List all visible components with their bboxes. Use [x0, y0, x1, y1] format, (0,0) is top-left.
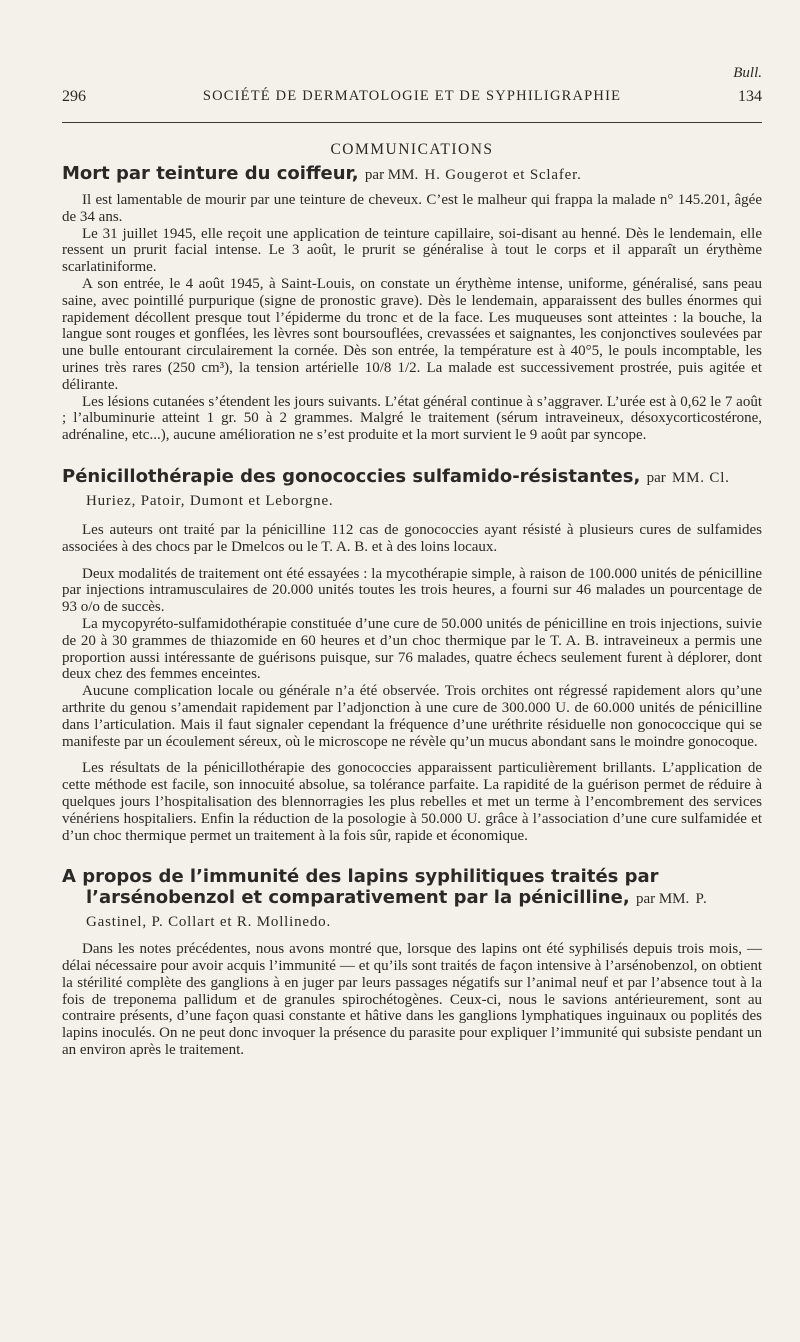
page-number-right: 134 — [738, 88, 762, 105]
article-3-paragraph-1: Dans les notes précédentes, nous avons montré que, lorsque des lapins ont été syphilisés depuis trois mois, — délai nécessaire pour avoir acquis l’immunité — et qu’ils sont traités de façon intensive à l’arsénobenzol, on obtient la stérilité complète des ganglions à en juger par leurs passages négatifs sur l’animal neuf et par l’absence tout à la fois de treponema pallidum et de granules spirochétogènes. Ceux-ci, nous le savions antérieurement, sont au contraire présents, d’une façon quasi constante et hâtive dans les ganglions lymphatiques inguinaux ou poplités des lapins inoculés. On ne peut donc invoquer la présence du parasite pour expliquer l’immunité qui subsiste pendant un an environ après le traitement. — [62, 941, 762, 1059]
article-3-title: A propos de l’immunité des lapins syphilitiques traités par l’arsénobenzol et comparativement par la pénicilline, — [62, 866, 659, 909]
article-1-paragraph-4: Les lésions cutanées s’étendent les jours suivants. L’état général continue à s’aggraver. L’urée est à 0,62 le 7 août ; l’albuminurie atteint 1 gr. 50 à 2 grammes. Malgré le traitement (sérum intraveineux, désoxycorticostérone, adrénaline, etc...), aucune amélioration ne s’est produite et la mort survient le 9 août par syncope. — [62, 393, 762, 444]
article-2-paragraph-4: Aucune complication locale ou générale n’a été observée. Trois orchites ont régressé rapidement alors qu’une arthrite du genou s’amendait rapidement par l’adjonction à une cure de 300.000 U. de 60.000 unités de pénicilline dans l’articulation. Mais il faut signaler cependant la fréquence d’une uréthrite résiduelle non gonococcique qui se manifeste par un écoulement séreux, où le microscope ne révèle qu’un mucus abondant sans le moindre gonocoque. — [62, 683, 762, 750]
article-1-paragraph-3: A son entrée, le 4 août 1945, à Saint-Louis, on constate un érythème intense, uniforme, généralisé, sans peau saine, avec pointillé purpurique (signe de pronostic grave). Dès le lendemain, apparaissent des bulles énormes qui rapidement décollent presque tout l’épiderme du tronc et de la face. Les muqueuses sont atteintes : la bouche, la langue sont rouges et gonflées, les lèvres sont boursouflées, crevassées et saignantes, les conjonctives soulevées par une bulle entourant circulairement la cornée. Dès son entrée, la température est à 40°5, le pouls incomptable, les urines très rares (250 cm³), la tension artérielle 10/8 1/2. La malade est successivement prostrée, puis agitée et délirante. — [62, 275, 762, 393]
article-2-title: Pénicillothérapie des gonococcies sulfamido-résistantes, — [62, 465, 641, 487]
article-3-heading — [62, 866, 762, 933]
article-2-authors: MM. Cl. Huriez, Patoir, Dumont et Leborgne. — [86, 469, 730, 509]
article-2 — [62, 466, 762, 844]
article-1-by: par MM. — [364, 167, 419, 183]
article-1-paragraph-1: Il est lamentable de mourir par une teinture de cheveux. C’est le malheur qui frappa la malade n° 145.201, âgée de 34 ans. — [62, 192, 762, 225]
header-rule — [62, 122, 762, 123]
running-title: SOCIÉTÉ DE DERMATOLOGIE ET DE SYPHILIGRAPHIE — [202, 88, 622, 104]
article-2-heading — [62, 466, 762, 512]
article-3-authors: P. Gastinel, P. Collart et R. Mollinedo. — [86, 891, 708, 931]
article-1-paragraph-2: Le 31 juillet 1945, elle reçoit une application de teinture capillaire, soi-disant au henné. Dès le lendemain, elle ressent un prurit facial intense. Le 3 août, le prurit se généralise à tout le corps et il apparaît un érythème scarlatiniforme. — [62, 225, 762, 276]
article-3-by: par MM. — [635, 891, 690, 908]
article-2-paragraph-3: La mycopyréto-sulfamidothérapie constituée d’une cure de 50.000 unités de pénicilline en trois injections, suivie de 20 à 30 grammes de thiazomide en 60 heures et d’un choc thermique par le T. A. B. intraveineux a permis une proportion aussi intéressante de guérisons puisque, sur 76 malades, quatre échecs seulement furent à déplorer, dont deux chez des femmes enceintes. — [62, 615, 762, 683]
article-1-title: Mort par teinture du coiffeur, — [62, 163, 359, 184]
article-3 — [62, 866, 762, 1059]
article-1 — [62, 163, 762, 444]
article-2-paragraph-2: Deux modalités de traitement ont été essayées : la mycothérapie simple, à raison de 100.000 unités de pénicilline par injections intramusculaires de 20.000 unités toutes les trois heures, a fourni sur 46 malades un pourcentage de 93 o/o de succès. — [62, 565, 762, 616]
article-2-paragraph-1: Les auteurs ont traité par la pénicilline 112 cas de gonococcies ayant résisté à plusieurs cures de sulfamides associées à des chocs par le Dmelcos ou le T. A. B. et à des loins locaux. — [62, 521, 762, 555]
page-body — [62, 141, 762, 1059]
article-2-by: par — [646, 469, 666, 486]
section-heading: COMMUNICATIONS — [330, 141, 494, 158]
article-1-heading — [62, 163, 762, 186]
bulletin-mark: Bull. — [733, 65, 762, 81]
running-header — [62, 88, 762, 106]
article-2-paragraph-5: Les résultats de la pénicillothérapie des gonococcies apparaissent particulièrement brillants. L’application de cette méthode est facile, son innocuité absolue, sa tolérance parfaite. La rapidité de la guérison permet de réduire à quelques jours l’hospitalisation des blennorragies les plus rebelles et met un terme à l’encombrement des services vénériens hospitaliers. Enfin la réduction de la posologie à 50.000 U. grâce à l’association d’une cure sulfamidée et d’un choc thermique permet un traitement à la fois sûr, rapide et économique. — [62, 760, 762, 844]
page-number-left: 296 — [62, 88, 86, 105]
article-1-authors: H. Gougerot et Sclafer. — [424, 167, 582, 183]
